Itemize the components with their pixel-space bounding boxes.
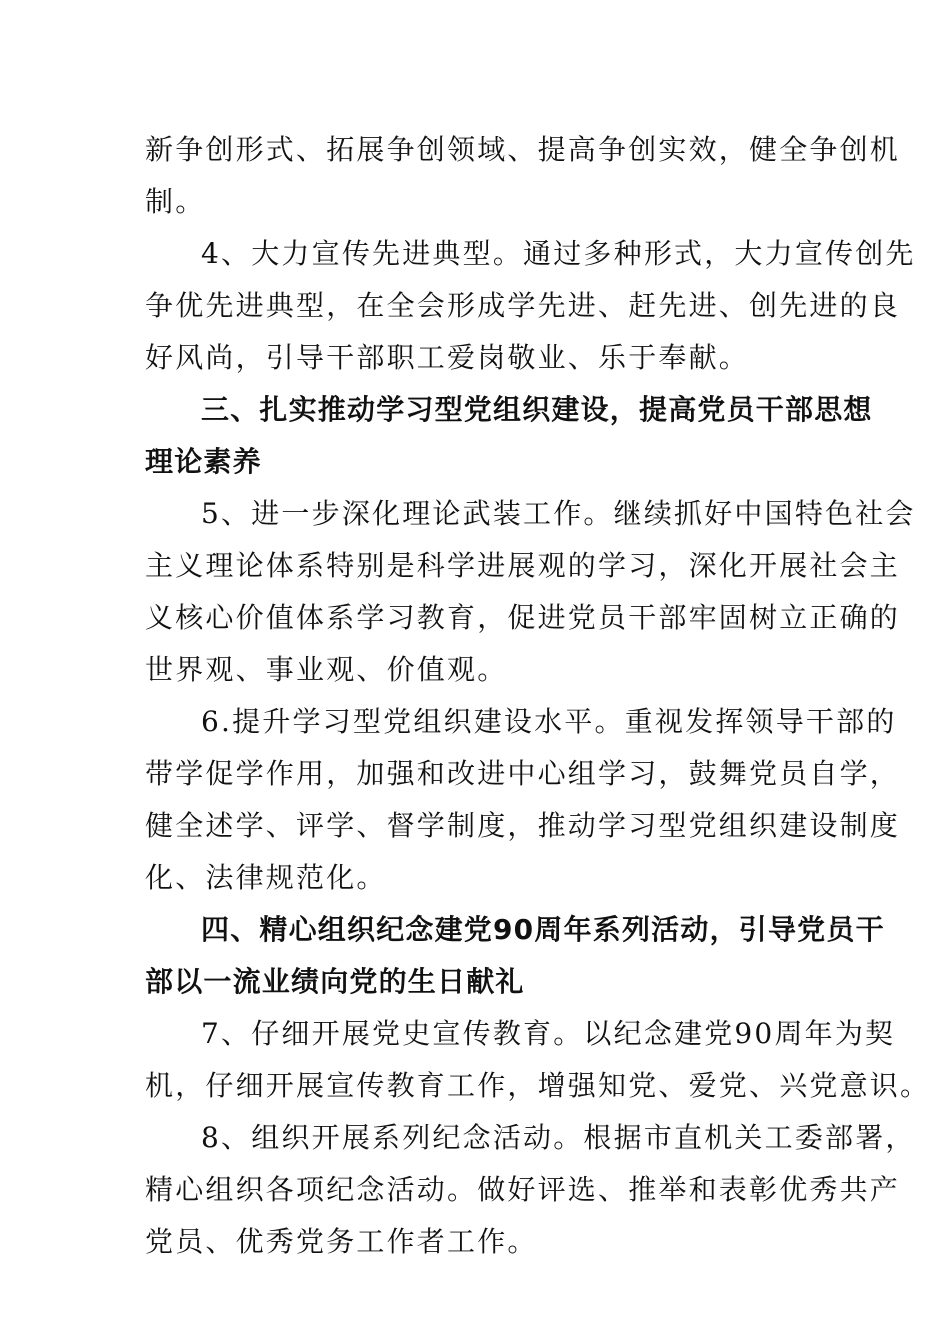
heading-line: 三、扎实推动学习型党组织建设，提高党员干部思想 — [201, 393, 873, 426]
text-line: 健全述学、评学、督学制度，推动学习型党组织建设制度 — [145, 809, 901, 842]
text-line: 主义理论体系特别是科学进展观的学习，深化开展社会主 — [145, 549, 901, 582]
paragraph-item-6 — [145, 696, 901, 904]
heading-line: 理论素养 — [145, 445, 262, 478]
paragraph-continued — [145, 124, 901, 228]
text-line: 带学促学作用，加强和改进中心组学习，鼓舞党员自学， — [145, 757, 901, 790]
text-line: 党员、优秀党务工作者工作。 — [145, 1225, 538, 1258]
paragraph-item-8 — [145, 1112, 916, 1268]
text-line: 8、组织开展系列纪念活动。根据市直机关工委部署， — [201, 1121, 916, 1154]
paragraph-item-5 — [145, 488, 916, 696]
document-body — [145, 124, 931, 1268]
text-line: 争优先进典型，在全会形成学先进、赶先进、创先进的良 — [145, 289, 901, 322]
text-line: 化、法律规范化。 — [145, 861, 387, 894]
paragraph-item-7 — [145, 1008, 931, 1112]
text-line: 世界观、事业观、价值观。 — [145, 653, 508, 686]
text-line: 制。 — [145, 185, 206, 218]
text-line: 新争创形式、拓展争创领域、提高争创实效，健全争创机 — [145, 133, 901, 166]
heading-line: 部以一流业绩向党的生日献礼 — [145, 965, 525, 998]
text-line: 7、仔细开展党史宣传教育。以纪念建党90周年为契 — [201, 1017, 896, 1050]
text-line: 义核心价值体系学习教育，促进党员干部牢固树立正确的 — [145, 601, 901, 634]
section-heading-3 — [145, 384, 873, 488]
text-line: 5、进一步深化理论武装工作。继续抓好中国特色社会 — [201, 497, 916, 530]
text-line: 4、大力宣传先进典型。通过多种形式，大力宣传创先 — [201, 237, 916, 270]
text-line: 机，仔细开展宣传教育工作，增强知党、爱党、兴党意识。 — [145, 1069, 931, 1102]
heading-line: 四、精心组织纪念建党90周年系列活动，引导党员干 — [201, 913, 885, 946]
text-line: 精心组织各项纪念活动。做好评选、推举和表彰优秀共产 — [145, 1173, 901, 1206]
section-heading-4 — [145, 904, 885, 1008]
text-line: 6.提升学习型党组织建设水平。重视发挥领导干部的 — [201, 705, 897, 738]
text-line: 好风尚，引导干部职工爱岗敬业、乐于奉献。 — [145, 341, 750, 374]
paragraph-item-4 — [145, 228, 916, 384]
